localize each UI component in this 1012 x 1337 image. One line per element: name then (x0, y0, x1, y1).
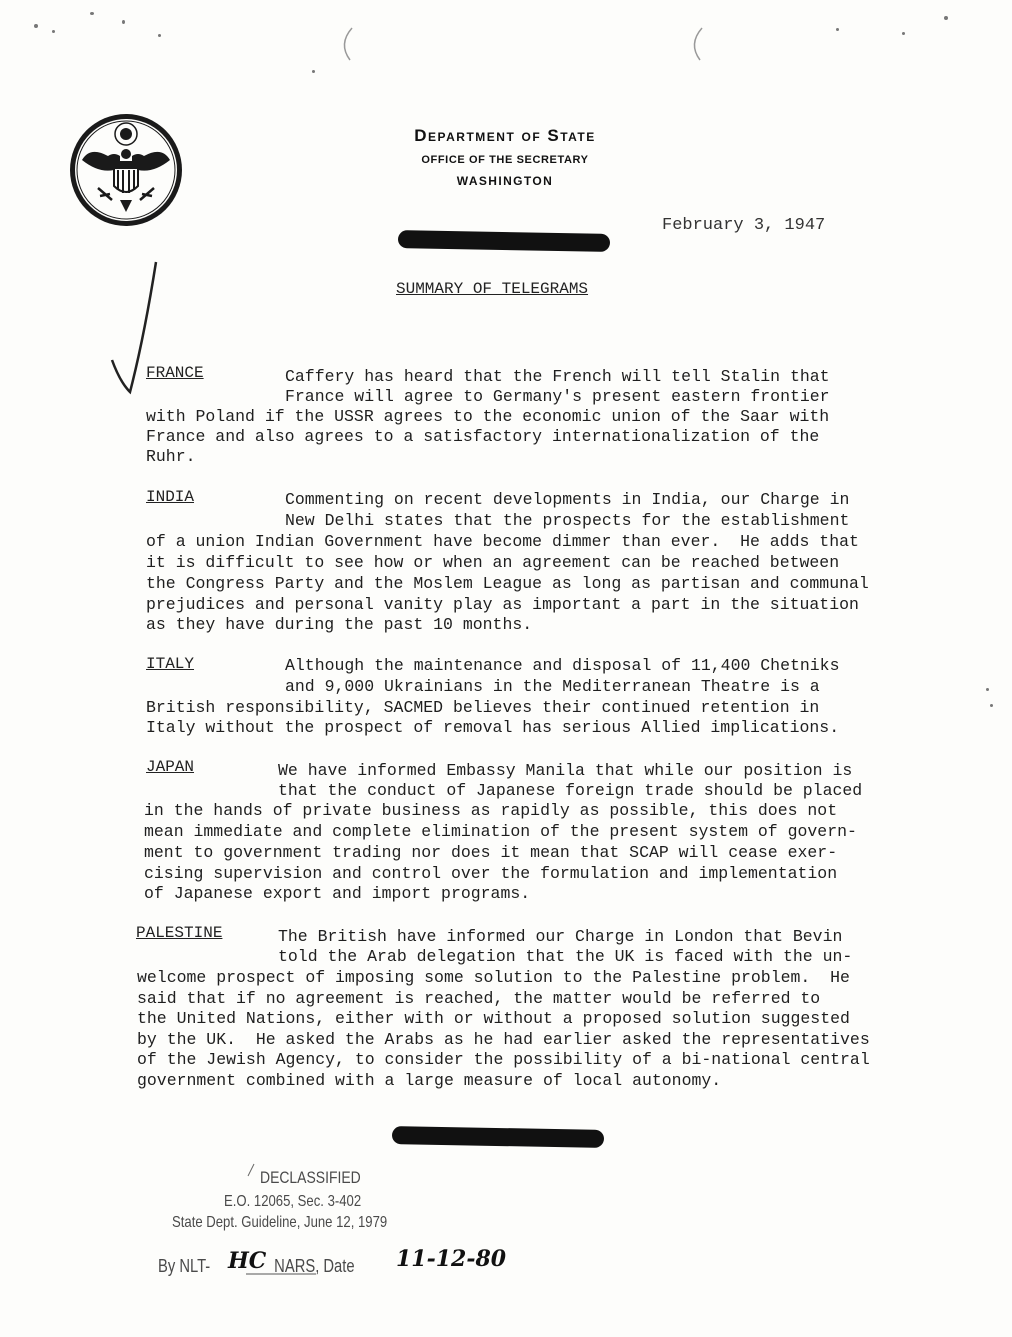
by-nlt-label: By NLT- (158, 1256, 211, 1276)
section-line: as they have during the past 10 months. (146, 615, 533, 634)
section-heading-palestine: PALESTINE (136, 924, 223, 942)
section-line: it is difficult to see how or when an agreement can be reached between (146, 553, 840, 572)
handwritten-check-mark-icon (104, 258, 164, 408)
signature-underline (246, 1272, 316, 1276)
section-line: Ruhr. (146, 447, 196, 466)
section-line: British responsibility, SACMED believes their continued retention in (146, 698, 820, 717)
section-heading-italy: ITALY (146, 655, 195, 673)
nars-date-label: NARS, Date (274, 1256, 355, 1276)
handwritten-date: 11-12-80 (396, 1246, 507, 1272)
section-line: the Congress Party and the Moslem League as long as partisan and communal (146, 574, 869, 593)
section-line: Commenting on recent developments in India, our Charge in (285, 490, 850, 509)
section-line: of Japanese export and import programs. (144, 884, 531, 903)
section-line: by the UK. He asked the Arabs as he had earlier asked the representatives (137, 1030, 870, 1049)
scan-speck (944, 16, 948, 20)
scan-speck (312, 70, 315, 73)
state-department-seal-icon (68, 112, 184, 228)
scan-mark (680, 24, 710, 64)
section-line: of the Jewish Agency, to consider the possibility of a bi-national central (137, 1050, 870, 1069)
section-line: in the hands of private business as rapidly as possible, this does not (144, 801, 838, 820)
section-line: Although the maintenance and disposal of 11,400 Chetniks (285, 656, 840, 675)
section-heading-france: FRANCE (146, 364, 204, 382)
section-line: and 9,000 Ukrainians in the Mediterranean Theatre is a (285, 677, 820, 696)
letterhead (330, 126, 680, 188)
section-line: cising supervision and control over the formulation and implementation (144, 864, 838, 883)
section-line: France will agree to Germany's present eastern frontier (285, 387, 830, 406)
guideline-line: State Dept. Guideline, June 12, 1979 (172, 1214, 388, 1231)
letterhead-department: Department of State (414, 126, 596, 145)
scan-speck (990, 704, 993, 707)
scan-speck (90, 12, 94, 15)
section-line: welcome prospect of imposing some solution to the Palestine problem. He (137, 968, 850, 987)
section-line: with Poland if the USSR agrees to the economic union of the Saar with (146, 407, 830, 426)
section-line: Caffery has heard that the French will tell Stalin that (285, 367, 830, 386)
scan-speck (34, 24, 38, 28)
scan-speck (52, 30, 55, 33)
document-title: SUMMARY OF TELEGRAMS (396, 280, 589, 298)
section-line: ment to government trading nor does it mean that SCAP will cease exer- (144, 843, 838, 862)
scan-speck (836, 28, 839, 31)
declassified-stamp: DECLASSIFIED (260, 1168, 361, 1187)
section-line: New Delhi states that the prospects for the establishment (285, 511, 850, 530)
section-line: told the Arab delegation that the UK is faced with the un- (278, 947, 853, 966)
scan-speck (122, 20, 125, 24)
section-line: France and also agrees to a satisfactory internationalization of the (146, 427, 820, 446)
section-heading-japan: JAPAN (146, 758, 195, 776)
pen-tick-mark (244, 1162, 256, 1178)
section-line: mean immediate and complete elimination of the present system of govern- (144, 822, 857, 841)
letterhead-city: WASHINGTON (456, 174, 554, 188)
scan-mark (330, 24, 360, 64)
handwritten-initials: HC (228, 1248, 267, 1274)
document-date: February 3, 1947 (662, 216, 826, 235)
scan-speck (158, 34, 161, 37)
section-line: that the conduct of Japanese foreign trade should be placed (278, 781, 863, 800)
section-line: We have informed Embassy Manila that while our position is (278, 761, 853, 780)
executive-order-line: E.O. 12065, Sec. 3-402 (224, 1193, 362, 1210)
section-line: said that if no agreement is reached, the matter would be referred to (137, 989, 821, 1008)
scan-speck (902, 32, 905, 35)
section-line: of a union Indian Government have become dimmer than ever. He adds that (146, 532, 859, 551)
section-line: government combined with a large measure of local autonomy. (137, 1071, 722, 1090)
redaction-bar-top (398, 230, 610, 252)
section-heading-india: INDIA (146, 488, 195, 506)
section-line: the United Nations, either with or without a proposed solution suggested (137, 1009, 850, 1028)
section-line: The British have informed our Charge in London that Bevin (278, 927, 843, 946)
section-line: prejudices and personal vanity play as important a part in the situation (146, 595, 859, 614)
section-line: Italy without the prospect of removal has serious Allied implications. (146, 718, 840, 737)
letterhead-office: OFFICE OF THE SECRETARY (421, 154, 589, 166)
redaction-bar-bottom (392, 1126, 604, 1148)
